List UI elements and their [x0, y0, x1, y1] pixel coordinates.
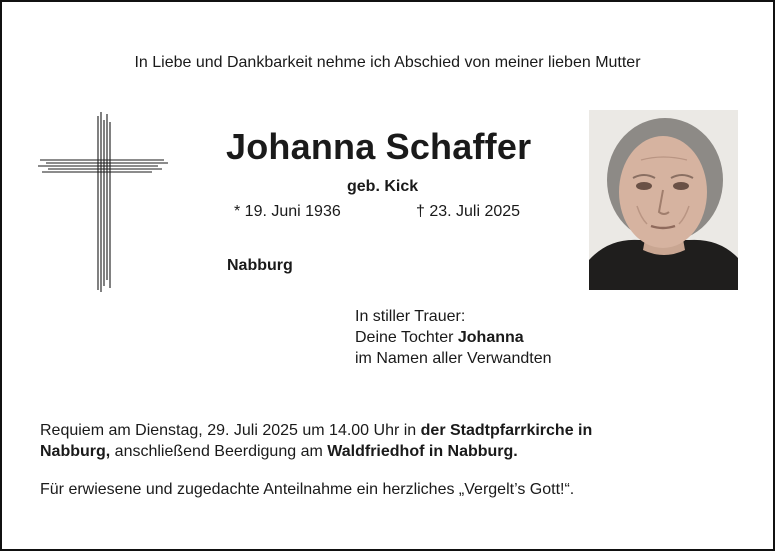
requiem-cemetery: Waldfriedhof in Nabburg.: [327, 443, 518, 460]
requiem-part-1: Requiem am Dienstag, 29. Juli 2025 um 14.00 Uhr in: [40, 422, 421, 439]
mourners-line-1: In stiller Trauer:: [355, 308, 466, 325]
hometown: Nabburg: [227, 257, 293, 274]
portrait-photo: [589, 110, 738, 290]
thanks-text: Für erwiesene und zugedachte Anteilnahme ein herzliches „Vergelt’s Gott!“.: [40, 481, 575, 498]
cross-icon: [38, 110, 172, 294]
requiem-town: Nabburg,: [40, 443, 111, 460]
requiem-text: [40, 420, 592, 462]
death-date: † 23. Juli 2025: [416, 203, 521, 220]
requiem-part-4: anschließend Beerdigung am: [110, 443, 328, 460]
mourners-line-3: im Namen aller Verwandten: [355, 350, 552, 367]
requiem-church: der Stadtpfarrkirche in: [420, 422, 593, 439]
mourners-line-2-prefix: Deine Tochter: [355, 329, 458, 346]
requiem-line-2: [40, 441, 592, 462]
intro-text: In Liebe und Dankbarkeit nehme ich Abschied von meiner lieben Mutter: [134, 54, 641, 71]
mourners-block: [355, 306, 552, 369]
requiem-line-1: [40, 420, 592, 441]
deceased-name: Johanna Schaffer: [226, 126, 532, 167]
maiden-name: geb. Kick: [347, 178, 419, 195]
mourners-line-2: [355, 327, 552, 348]
mourner-name: Johanna: [457, 329, 524, 346]
birth-date: * 19. Juni 1936: [234, 203, 341, 220]
